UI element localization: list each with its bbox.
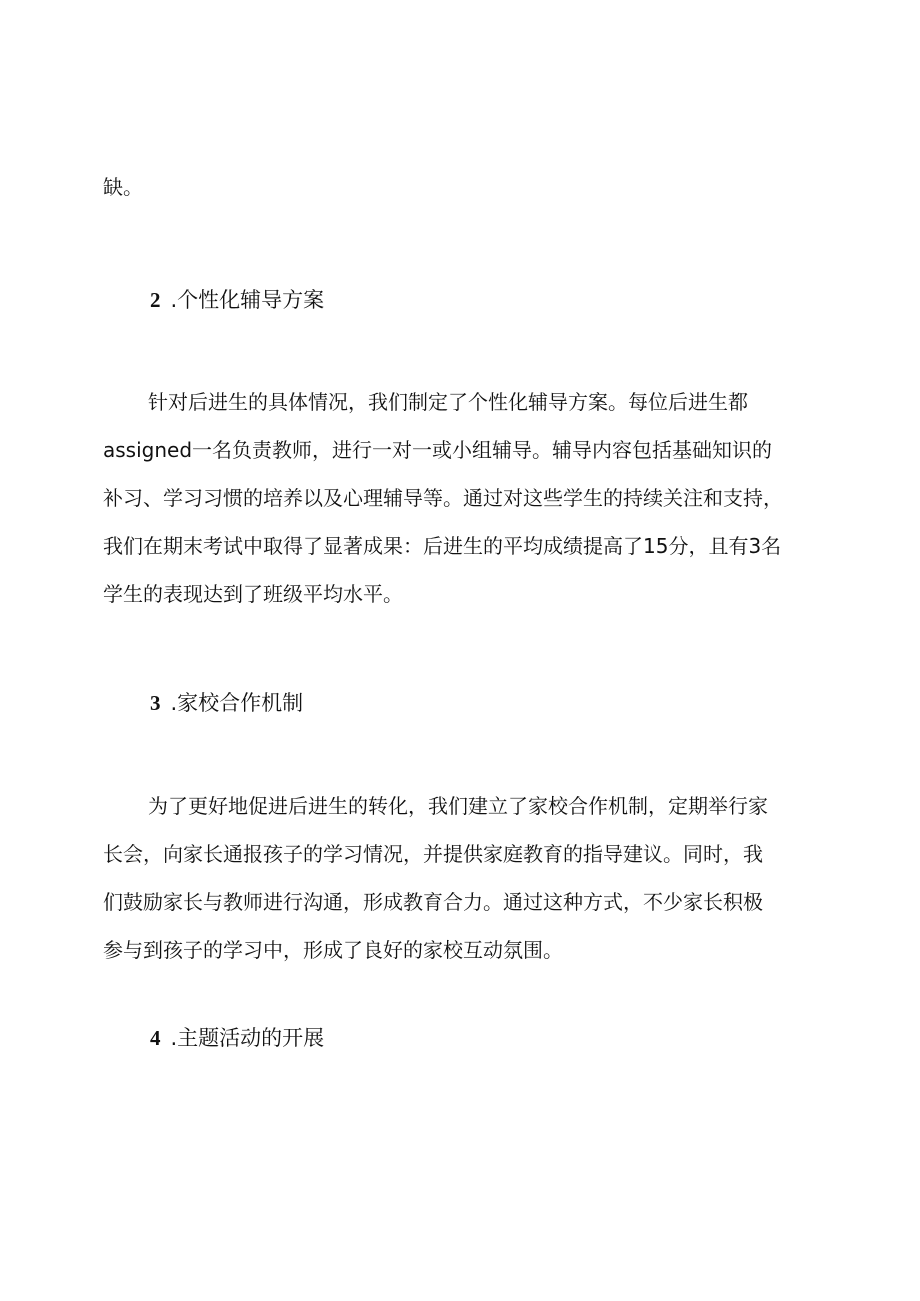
paragraph-line: 长会，向家长通报孩子的学习情况，并提供家庭教育的指导建议。同时，我 <box>103 842 763 866</box>
paragraph-line: 们鼓励家长与教师进行沟通，形成教育合力。通过这种方式，不少家长积极 <box>103 890 763 914</box>
paragraph-line: 针对后进生的具体情况，我们制定了个性化辅导方案。每位后进生都 <box>148 390 748 414</box>
paragraph-line: 参与到孩子的学习中，形成了良好的家校互动氛围。 <box>103 938 563 962</box>
section-2-heading <box>150 286 324 314</box>
section-number: 2 <box>150 288 161 312</box>
paragraph-line: assigned一名负责教师，进行一对一或小组辅导。辅导内容包括基础知识的 <box>103 438 773 462</box>
paragraph-line: 学生的表现达到了班级平均水平。 <box>103 582 403 606</box>
section-number: 3 <box>150 691 161 715</box>
section-number: 4 <box>150 1026 161 1050</box>
section-3-heading <box>150 689 303 717</box>
paragraph-line: 补习、学习习惯的培养以及心理辅导等。通过对这些学生的持续关注和支持， <box>103 486 783 510</box>
paragraph-line: 为了更好地促进后进生的转化，我们建立了家校合作机制，定期举行家 <box>148 794 768 818</box>
paragraph-line: 我们在期末考试中取得了显著成果：后进生的平均成绩提高了15分，且有3名 <box>103 534 782 558</box>
section-title: .家校合作机制 <box>170 691 304 715</box>
continuation-text: 缺。 <box>103 175 143 199</box>
section-4-heading <box>150 1024 324 1052</box>
section-title: .主题活动的开展 <box>170 1026 325 1050</box>
section-title: .个性化辅导方案 <box>170 288 325 312</box>
